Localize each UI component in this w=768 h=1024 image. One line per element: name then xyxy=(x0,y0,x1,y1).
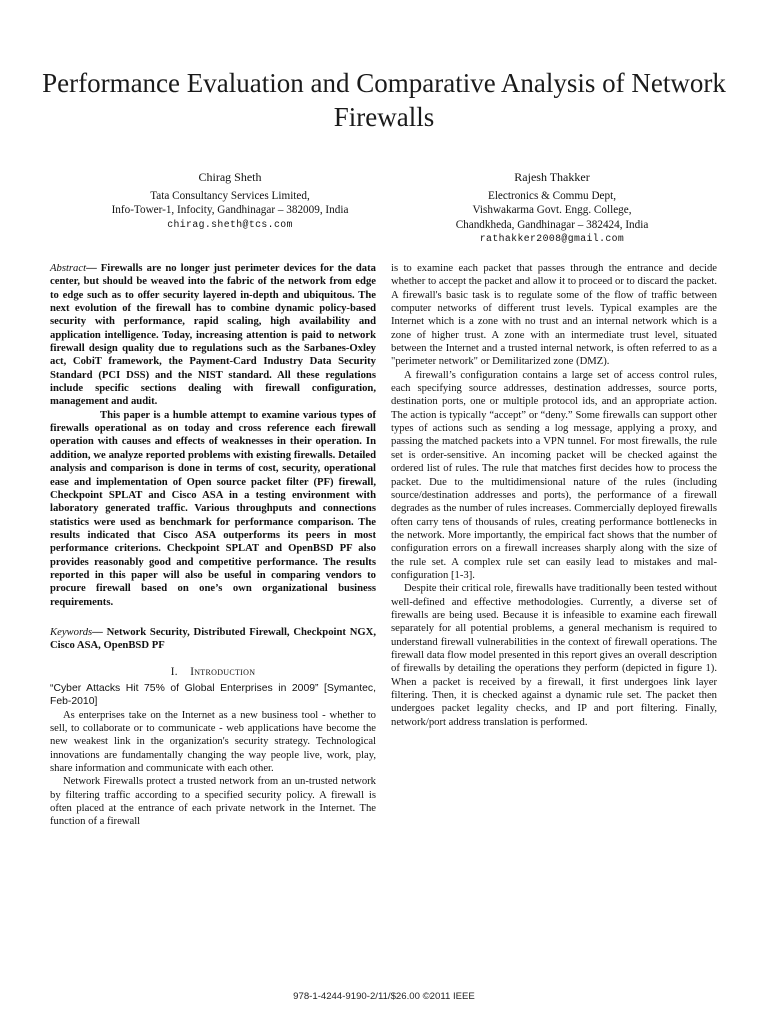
abstract-text: Firewalls are no longer just perimeter devices for the data center, but should be weaved into the fabric of the network from edge to edge such as to offer security layered in-depth and ubiquitous. The next evolution of the firewall has to combine dynamic policy-based security with performance, rapid scaling, high availability and application intelligence. Today, increasing attention is paid to network firewall design quality due to regulations such as the Sarbanes-Oxley act, CobiT framework, the Payment-Card Industry Data Security Standard (PCI DSS) and the NIST standard. All these regulations include specific sections dealing with firewall configuration, management and audit. xyxy=(50,263,376,408)
section-heading xyxy=(50,666,376,679)
author-email: chirag.sheth@tcs.com xyxy=(167,218,293,230)
keywords-paragraph xyxy=(50,626,376,653)
abstract-paragraph xyxy=(50,262,376,409)
section-title: Introduction xyxy=(190,665,256,678)
left-column xyxy=(50,262,376,829)
author-name: Rajesh Thakker xyxy=(514,170,590,184)
author-affiliation: Tata Consultancy Services Limited, xyxy=(150,190,310,203)
section-number: I. xyxy=(170,665,178,678)
keywords-dash: — xyxy=(92,626,107,638)
author-block-1 xyxy=(80,170,380,232)
body-paragraph-3: Despite their critical role, firewalls have traditionally been tested without well-defined and effective methodologies. Currently, a diverse set of firewalls are being used. Because it is infeasible to examine each firewall separately for all potential problems, a general mechanism is required to understand firewall vulnerabilities in the context of firewall operations. The firewall data flow model presented in this report gives an overall description of firewalls by detailing the operations they perform (depicted in figure 1). When a packet is received by a firewall, it first undergoes link layer filtering. Then, it is checked against a dynamic rule set. The packet then undergoes packet legality checks, and IP and port filtering. Finally, network/port address translation is performed. xyxy=(391,583,717,728)
author-block-2 xyxy=(402,170,702,246)
abstract-label: Abstract xyxy=(50,263,87,274)
abstract-dash: — xyxy=(86,263,101,274)
author-name: Chirag Sheth xyxy=(198,170,262,184)
author-address: Info-Tower-1, Infocity, Gandhinagar – 382009, India xyxy=(111,204,349,217)
keywords-label: Keywords xyxy=(50,626,93,638)
author-affiliation: Electronics & Commu Dept, xyxy=(487,190,616,203)
author-affiliation: Vishwakarma Govt. Engg. College, xyxy=(472,204,632,217)
body-paragraph-2: A firewall’s configuration contains a large set of access control rules, each specifying source addresses, destination addresses, source ports, destination ports, one or multiple protocol ids, and an appropriate action. The action is typically “accept” or “deny.” Some firewalls can support other types of actions such as sending a log message, applying a proxy, and passing the matched packets into a VPN tunnel. For most firewalls, the rule set is order-sensitive. An incoming packet will be checked against the ordered list of rules. The rule that matches first decides how to process the packet. Due to the multidimensional nature of the rules (including source/destination addresses and ports), the performance of a firewall degrades as the number of rules increases. Commercially deployed firewalls often carry tens of thousands of rules, creating performance bottlenecks in the network. More importantly, the empirical fact shows that the number of configuration errors on a firewall increases sharply along with the size of the rule set. A complex rule set can easily lead to mistakes and mal-configuration [1-3]. xyxy=(391,369,717,581)
keywords-text: Network Security, Distributed Firewall, Checkpoint NGX, Cisco ASA, OpenBSD PF xyxy=(50,626,376,652)
author-address: Chandkheda, Gandhinagar – 382424, India xyxy=(455,218,649,231)
right-column xyxy=(391,262,717,729)
intro-paragraph-2: Network Firewalls protect a trusted network from an un-trusted network by filtering traffic according to a specified security policy. A firewall is often placed at the entrance of each private network in the Internet. The function of a firewall xyxy=(50,776,376,828)
abstract-paragraph-2: This paper is a humble attempt to examine various types of firewalls operational as on today and cross reference each firewall operation with causes and effects of weaknesses in their operation. In addition, we analyze reported problems with existing firewalls. Detailed analysis and comparison is done in terms of cost, security, operational ease and implementation of Open source packet filter (PF) firewall, Checkpoint SPLAT and Cisco ASA in a testing environment with laboratory generated traffic. Various throughputs and connections statistics were used as benchmark for performance comparison. The results indicated that Cisco ASA outperforms its peers in most performance criterions. Checkpoint SPLAT and OpenBSD PF also provides reasonably good and competitive performance. The results reported in this paper will also be useful in comparing vendors to procure firewall based on one’s own organizational business requirements. xyxy=(50,409,376,608)
author-email: rathakker2008@gmail.com xyxy=(479,232,625,244)
copyright-footer: 978-1-4244-9190-2/11/$26.00 ©2011 IEEE xyxy=(293,991,475,1002)
intro-paragraph-1: As enterprises take on the Internet as a new business tool - whether to sell, to collaborate or to communicate - web applications have become the new weakest link in the organization's security strategy. Technological innovations are fundamentally changing the way people live, work, play, share information and communicate with each other. xyxy=(50,709,376,775)
intro-quote: “Cyber Attacks Hit 75% of Global Enterprises in 2009” [Symantec, Feb-2010] xyxy=(50,682,376,708)
paper-title: Performance Evaluation and Comparative Analysis of Network Firewalls xyxy=(42,68,726,132)
body-paragraph-1: is to examine each packet that passes through the entrance and decide whether to accept the packet and allow it to proceed or to discard the packet. A firewall's basic task is to regulate some of the flow of traffic between computer networks of different trust levels. Typical examples are the Internet which is a zone with no trust and an internal network which is a zone of higher trust. A zone with an intermediate trust level, situated between the Internet and a trusted internal network, is often referred to as a "perimeter network" or Demilitarized zone (DMZ). xyxy=(391,263,717,368)
